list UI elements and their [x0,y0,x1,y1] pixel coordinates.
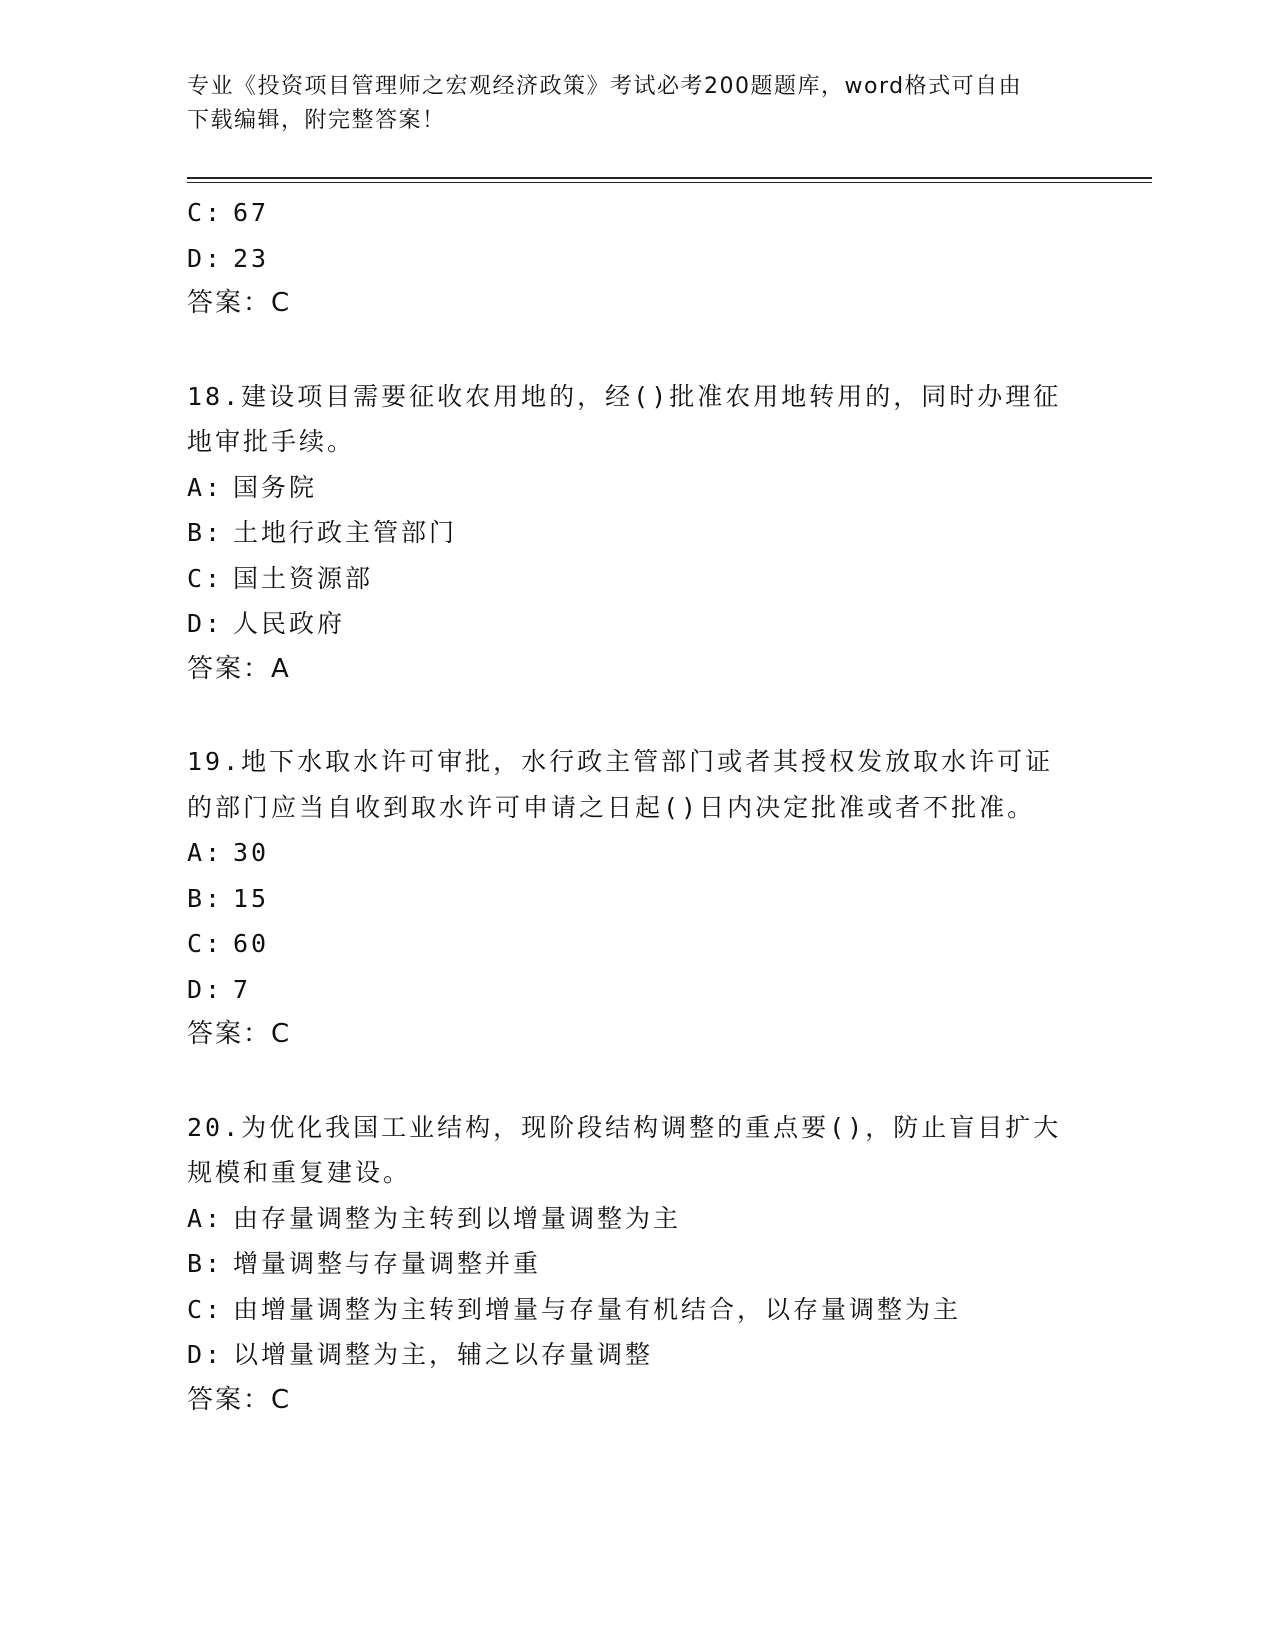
option-c [187,190,1087,236]
option-text: 人民政府 [233,609,346,638]
option-text: 60 [233,929,270,958]
answer-line: 答案：C [187,1019,292,1049]
question-stem-line-2: 的部门应当自收到取水许可申请之日起()日内决定批准或者不批准。 [187,792,1036,822]
option-text: 23 [233,243,270,273]
option-d [187,967,1087,1013]
option-text: 15 [233,883,270,913]
option-text: 国土资源部 [233,563,374,593]
question-19 [187,739,1087,1058]
option-label: C: [187,563,224,593]
option-label: B: [187,883,224,913]
option-c [187,1287,1087,1333]
option-text: 增量调整与存量调整并重 [233,1249,542,1278]
option-label: C: [187,1294,224,1324]
option-text: 国务院 [233,472,318,502]
question-stem-line-1: 18.建设项目需要征收农用地的，经()批准农用地转用的，同时办理征 [187,381,1062,411]
option-text: 土地行政主管部门 [233,518,458,547]
answer-line: 答案：C [187,288,292,318]
answer-line: 答案：A [187,653,291,684]
option-c [187,556,1087,602]
option-a [187,830,1087,876]
option-label: B: [187,518,224,547]
option-text: 7 [233,974,252,1004]
option-b [187,510,1087,556]
question-stem-line-1: 19.地下水取水许可审批，水行政主管部门或者其授权发放取水许可证 [187,747,1054,776]
question-stem-line-2: 地审批手续。 [187,427,356,456]
option-label: D: [187,243,224,273]
option-a [187,465,1087,511]
question-20 [187,1105,1087,1424]
option-label: A: [187,838,224,867]
option-label: B: [187,1249,224,1278]
option-text: 由增量调整为主转到增量与存量有机结合，以存量调整为主 [233,1294,962,1324]
header-title-line-1: 专业《投资项目管理师之宏观经济政策》考试必考200题题库，word格式可自由 [187,74,1023,99]
answer-line: 答案：C [187,1384,292,1415]
option-label: D: [187,609,224,638]
document-body [187,190,1087,1423]
document-header [187,70,1087,138]
option-label: D: [187,974,224,1004]
option-text: 30 [233,838,270,867]
header-divider-thin [187,182,1152,183]
question-stem-line-1: 20.为优化我国工业结构，现阶段结构调整的重点要()，防止盲目扩大 [187,1112,1062,1142]
question-stem-line-2: 规模和重复建设。 [187,1158,412,1187]
question-18 [187,374,1087,693]
option-d [187,1332,1087,1378]
option-text: 67 [233,198,270,227]
option-label: C: [187,198,224,227]
option-a [187,1196,1087,1242]
header-divider-thick [187,177,1152,179]
option-label: A: [187,1203,224,1233]
header-title-line-2: 下载编辑，附完整答案！ [187,108,446,133]
option-text: 以增量调整为主，辅之以存量调整 [233,1340,654,1369]
option-label: A: [187,472,224,502]
option-label: C: [187,929,224,958]
option-b [187,1241,1087,1287]
option-text: 由存量调整为主转到以增量调整为主 [233,1203,682,1233]
question-17-continuation [187,190,1087,327]
option-d [187,601,1087,647]
option-d [187,236,1087,282]
option-b [187,876,1087,922]
option-c [187,921,1087,967]
option-label: D: [187,1340,224,1369]
